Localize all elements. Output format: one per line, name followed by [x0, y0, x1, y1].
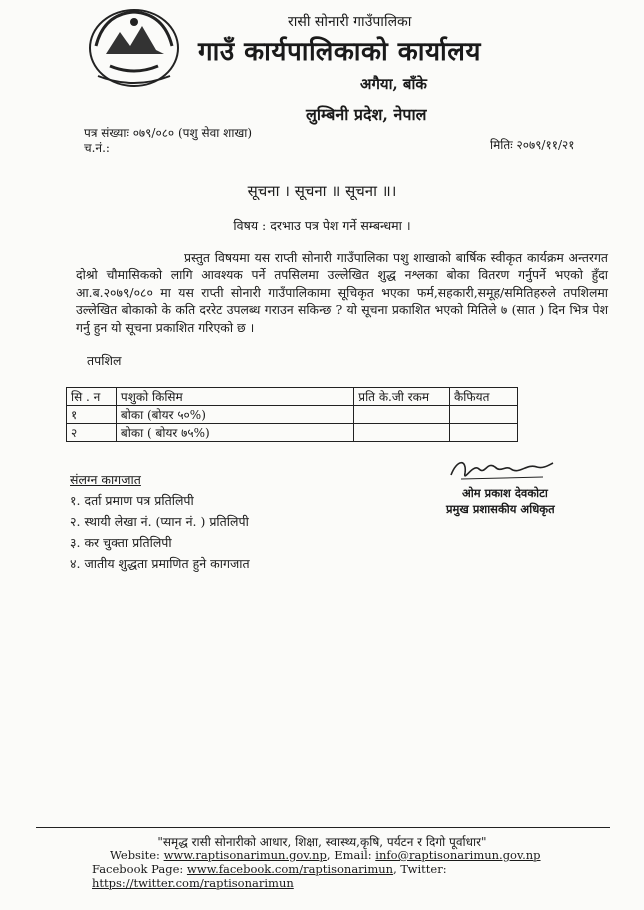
cell-remarks: [450, 406, 518, 424]
cell-sn: २: [67, 424, 117, 442]
email-link[interactable]: info@raptisonarimun.gov.np: [375, 848, 541, 862]
attachments-heading: संलग्न कागजात: [70, 472, 141, 487]
facebook-link[interactable]: www.facebook.com/raptisonarimun: [186, 862, 394, 876]
attachments-list: [70, 490, 250, 574]
subject-line: विषय : दरभाउ पत्र पेश गर्ने सम्बन्धमा ।: [233, 218, 411, 233]
nepal-emblem-logo: [84, 6, 184, 88]
cell-animal-type: बोका ( बोयर ७५%): [116, 424, 353, 442]
dispatch-number: च.नं.:: [84, 141, 110, 155]
province-name: लुम्बिनी प्रदेश, नेपाल: [306, 105, 427, 124]
col-header-animal-type: पशुको किसिम: [116, 388, 353, 406]
municipality-name: रासी सोनारी गाउँपालिका: [288, 14, 412, 30]
footer-contact-line-1: [110, 848, 541, 862]
table-row: [67, 406, 518, 424]
list-item: २. स्थायी लेखा नं. (प्यान नं. ) प्रतिलिपी: [70, 514, 249, 529]
footer-slogan: "समृद्ध रासी सोनारीको आधार, शिक्षा, स्वास्थ्य,कृषि, पर्यटन र दिगो पूर्वाधार": [157, 835, 487, 849]
list-item: ३. कर चुक्ता प्रतिलिपी: [70, 535, 172, 550]
signatory-title: प्रमुख प्रशासकीय अधिकृत: [446, 502, 555, 516]
table-row: [67, 424, 518, 442]
website-link[interactable]: www.raptisonarimun.gov.np: [163, 848, 327, 862]
cell-animal-type: बोका (बोयर ५०%): [116, 406, 353, 424]
letter-date: मितिः २०७९/११/२१: [490, 138, 575, 152]
col-header-sn: सि . न: [67, 388, 117, 406]
list-item: ४. जातीय शुद्धता प्रमाणित हुने कागजात: [70, 556, 250, 571]
letter-number: पत्र संख्याः ०७९/०८० (पशु सेवा शाखा): [84, 126, 253, 140]
twitter-link[interactable]: https://twitter.com/raptisonarimun: [92, 876, 294, 890]
footer-divider: [36, 827, 610, 828]
facebook-label: Facebook Page:: [92, 862, 187, 876]
notice-title: सूचना । सूचना ॥ सूचना ॥।: [247, 182, 397, 200]
signatory-name: ओम प्रकाश देवकोटा: [462, 486, 548, 500]
cell-sn: १: [67, 406, 117, 424]
office-title: गाउँ कार्यपालिकाको कार्यालय: [198, 37, 481, 67]
body-text: प्रस्तुत विषयमा यस राप्ती सोनारी गाउँपालिका पशु शाखाको बार्षिक स्वीकृत कार्यक्रम अन्तरगत दोश्रो चौमासिकको लागि आवश्यक पर्ने तपसिलमा उल्लेखित शुद्ध नश्लका बोका वितरण गर्नुपर्ने भएको हुँदा आ.ब.२०७९/०८० मा यस राप्ती सोनारी गाउँपालिकामा सूचिकृत भएका फर्म,सहकारी,समूह/समितिहरुले तपशिलमा उल्लेखित बोकाको के कति दररेट उपलब्ध गराउन सकिन्छ ? यो सूचना प्रकाशित भएको मितिले ७ (सात ) दिन भित्र पेश गर्नु हुन यो सूचना प्रकाशित गरिएको छ ।: [76, 250, 608, 335]
table-header-row: [67, 388, 518, 406]
office-address: अगैया, बाँके: [360, 75, 427, 93]
cell-rate: [354, 424, 450, 442]
cell-rate: [354, 406, 450, 424]
footer-contact-line-2: [92, 862, 644, 890]
col-header-rate-per-kg: प्रति के.जी रकम: [354, 388, 450, 406]
goat-price-table: [66, 387, 518, 442]
list-item: १. दर्ता प्रमाण पत्र प्रतिलिपी: [70, 493, 194, 508]
handwritten-signature: [447, 455, 557, 487]
website-label: Website:: [110, 848, 164, 862]
col-header-remarks: कैफियत: [450, 388, 518, 406]
twitter-label: , Twitter:: [393, 862, 447, 876]
cell-remarks: [450, 424, 518, 442]
body-paragraph: [76, 249, 608, 336]
email-label: , Email:: [326, 848, 376, 862]
details-heading: तपशिल: [87, 353, 122, 368]
